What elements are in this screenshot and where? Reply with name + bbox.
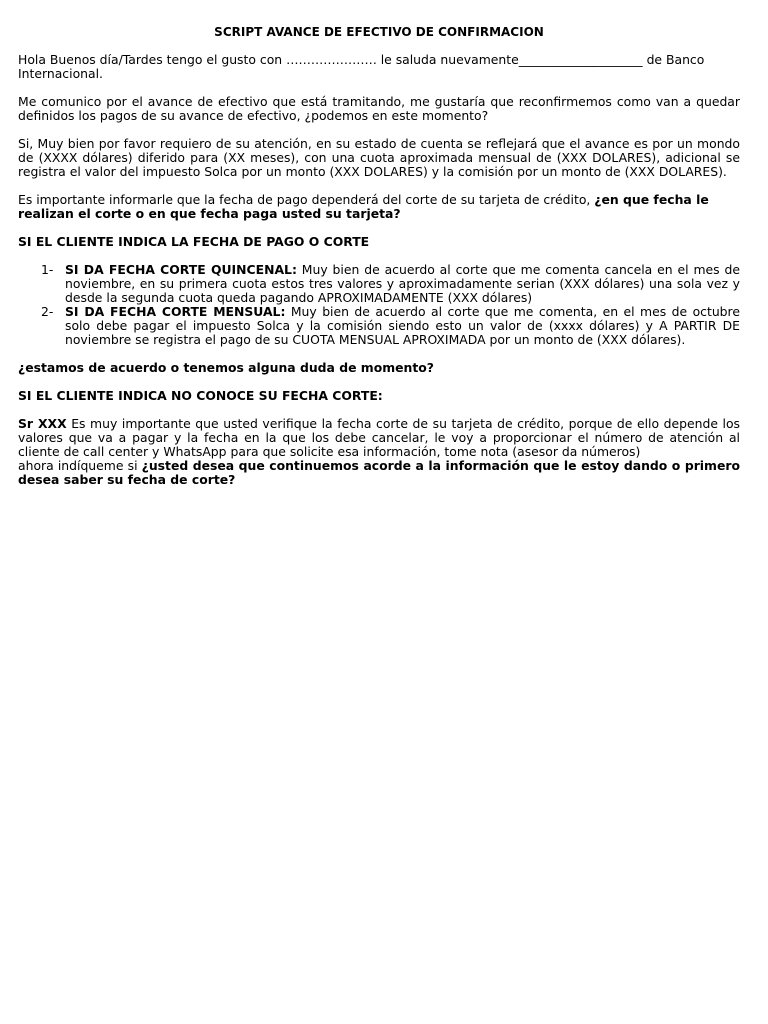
payment-date-paragraph	[18, 193, 740, 221]
agreement-question: ¿estamos de acuerdo o tenemos alguna duda de momento?	[18, 360, 434, 375]
list-item-label: SI DA FECHA CORTE QUINCENAL:	[65, 262, 297, 277]
section-heading-known-date: SI EL CLIENTE INDICA LA FECHA DE PAGO O CORTE	[18, 234, 370, 249]
closing-prompt: ahora indíqueme si	[18, 458, 142, 473]
payment-date-text: Es importante informarle que la fecha de pago dependerá del corte de su tarjeta de crédito,	[18, 192, 595, 207]
document-title: SCRIPT AVANCE DE EFECTIVO DE CONFIRMACION	[214, 25, 544, 39]
intro-paragraph: Me comunico por el avance de efectivo que está tramitando, me gustaría que reconfirmemos como van a quedar definidos los pagos de su avance de efectivo, ¿podemos en este momento?	[18, 94, 740, 123]
list-item-text: Muy bien de acuerdo al corte que me comenta cancela en el mes de noviembre, en su primera cuota estos tres valores y aproximadamente serian (XXX dólares) una sola vez y desde la segunda cuota queda pagando APROXIMADAMENTE (XXX dólares)	[65, 262, 740, 305]
list-item-number: 2-	[41, 304, 54, 319]
closing-text: Es muy importante que usted verifique la fecha corte de su tarjeta de crédito, porque de ello depende los valores que va a pagar y la fecha en la que los debe cancelar, le voy a proporcionar el número de atención al cliente de call center y WhatsApp para que solicite esa información, tome nota (asesor da números)	[18, 416, 740, 459]
options-list	[18, 263, 740, 347]
list-item	[18, 305, 740, 347]
list-item-label: SI DA FECHA CORTE MENSUAL:	[65, 304, 286, 319]
list-item-number: 1-	[41, 262, 54, 277]
section-heading-unknown-date: SI EL CLIENTE INDICA NO CONOCE SU FECHA CORTE:	[18, 388, 383, 403]
closing-paragraph	[18, 417, 740, 487]
list-item-text: Muy bien de acuerdo al corte que me comenta, en el mes de octubre solo debe pagar el impuesto Solca y la comisión siendo esto un valor de (xxxx dólares) y A PARTIR DE noviembre se registra el pago de su CUOTA MENSUAL APROXIMADA por un monto de (XXX dólares).	[65, 304, 740, 347]
document-page	[18, 25, 740, 501]
greeting-paragraph: Hola Buenos día/Tardes tengo el gusto con …………………. le saluda nuevamente____________________ de Banco Internacional.	[18, 52, 705, 81]
details-paragraph: Si, Muy bien por favor requiero de su atención, en su estado de cuenta se reflejará que el avance es por un mondo de (XXXX dólares) diferido para (XX meses), con una cuota aproximada mensual de (XXX DOLARES), adicional se registra el valor del impuesto Solca por un monto (XXX DOLARES) y la comisión por un monto de (XXX DOLARES).	[18, 136, 740, 179]
closing-question: ¿usted desea que continuemos acorde a la información que le estoy dando o primero desea saber su fecha de corte?	[18, 458, 740, 487]
closing-salutation: Sr XXX	[18, 416, 67, 431]
list-item	[18, 263, 740, 305]
payment-date-question: ¿en que fecha le realizan el corte o en que fecha paga usted su tarjeta?	[18, 192, 709, 221]
